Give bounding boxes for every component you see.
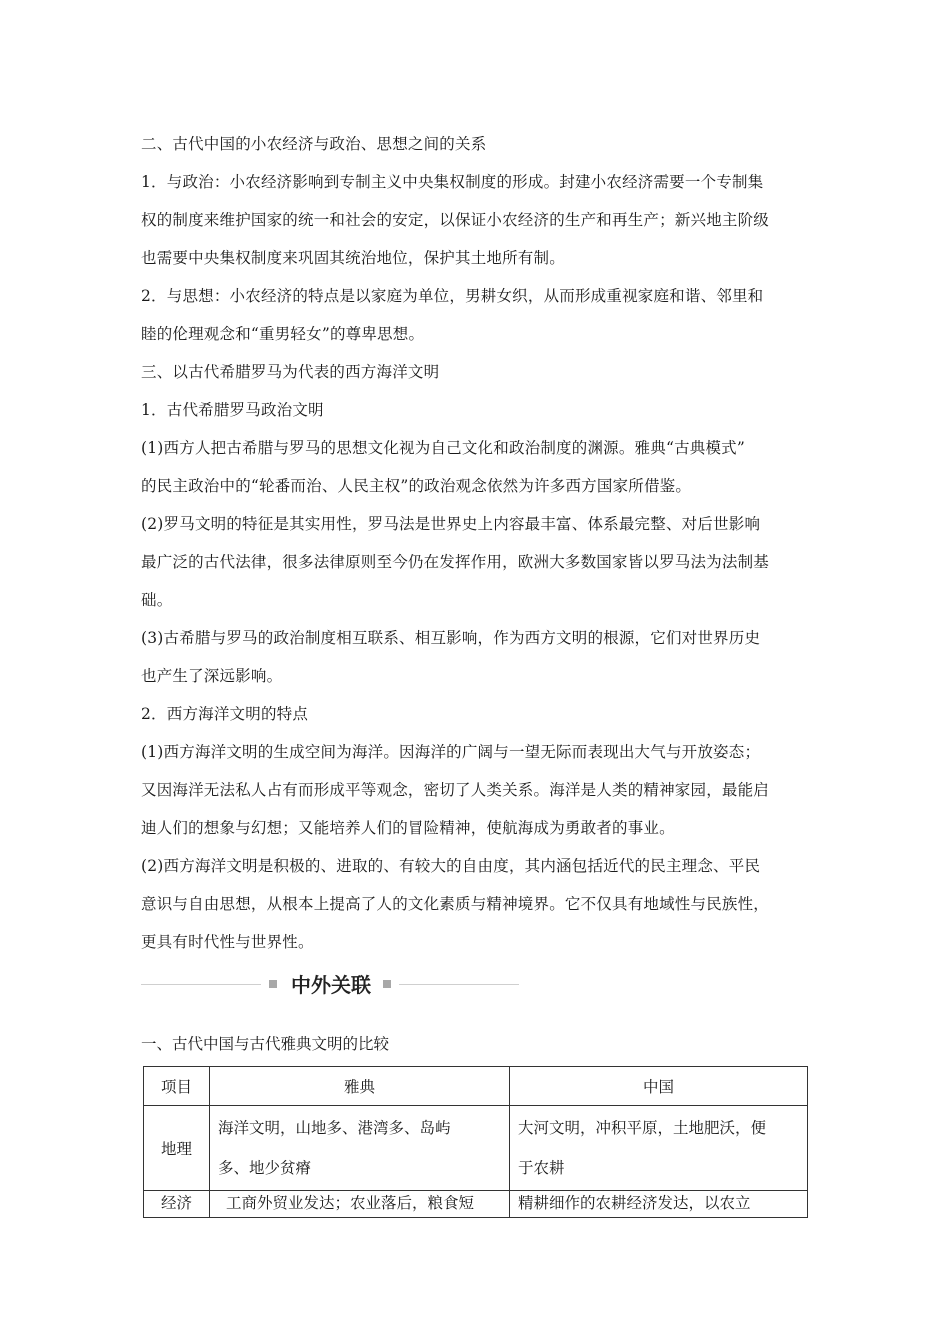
banner-right-square-icon — [383, 980, 391, 988]
cell-line: 海洋文明，山地多、港湾多、岛屿 — [218, 1119, 451, 1137]
paragraph-line: 迪人们的想象与幻想；又能培养人们的冒险精神，使航海成为勇敢者的事业。 — [141, 819, 675, 837]
cell-china-geography — [510, 1106, 808, 1191]
section-banner — [141, 969, 521, 1001]
paragraph-line: 更具有时代性与世界性。 — [141, 933, 314, 951]
table-row-geography — [144, 1106, 808, 1191]
paragraph-line: 也需要中央集权制度来巩固其统治地位，保护其土地所有制。 — [141, 249, 565, 267]
row-label-geography: 地理 — [144, 1106, 210, 1191]
document-body — [141, 125, 813, 961]
banner-title: 中外关联 — [291, 973, 371, 997]
paragraph-line: (1)西方人把古希腊与罗马的思想文化视为自己文化和政治制度的渊源。雅典“古典模式” — [141, 439, 746, 457]
paragraph-line: 也产生了深远影响。 — [141, 667, 283, 685]
paragraph-line: 又因海洋无法私人占有而形成平等观念，密切了人类关系。海洋是人类的精神家园，最能启 — [141, 781, 770, 799]
paragraph-line: 最广泛的古代法律，很多法律原则至今仍在发挥作用，欧洲大多数国家皆以罗马法为法制基 — [141, 553, 770, 571]
cell-china-economy: 精耕细作的农耕经济发达，以农立 — [510, 1191, 808, 1218]
subheading: 1．古代希腊罗马政治文明 — [141, 401, 324, 419]
paragraph-line: 2．与思想：小农经济的特点是以家庭为单位，男耕女织，从而形成重视家庭和谐、邻里和 — [141, 287, 764, 305]
paragraph-line: 睦的伦理观念和“重男轻女”的尊卑思想。 — [141, 325, 425, 343]
paragraph-line: 础。 — [141, 591, 173, 609]
paragraph-line: 1．与政治：小农经济影响到专制主义中央集权制度的形成。封建小农经济需要一个专制集 — [141, 173, 764, 191]
paragraph-line: 权的制度来维护国家的统一和社会的安定，以保证小农经济的生产和再生产；新兴地主阶级 — [141, 211, 770, 229]
comparison-table — [143, 1066, 808, 1218]
table-header-row — [144, 1067, 808, 1106]
table-row-economy — [144, 1191, 808, 1218]
row-label-economy: 经济 — [144, 1191, 210, 1218]
paragraph-line: (3)古希腊与罗马的政治制度相互联系、相互影响，作为西方文明的根源，它们对世界历史 — [141, 629, 761, 647]
cell-athens-economy: 工商外贸业发达；农业落后，粮食短 — [210, 1191, 510, 1218]
cell-line: 大河文明，冲积平原，土地肥沃，便 — [518, 1119, 767, 1137]
header-cell-china: 中国 — [510, 1067, 808, 1106]
paragraph-line: 意识与自由思想，从根本上提高了人的文化素质与精神境界。它不仅具有地域性与民族性， — [141, 895, 770, 913]
cell-line: 多、地少贫瘠 — [218, 1159, 312, 1177]
cell-athens-geography — [210, 1106, 510, 1191]
header-cell-athens: 雅典 — [210, 1067, 510, 1106]
subheading: 2．西方海洋文明的特点 — [141, 705, 309, 723]
banner-right-rule — [399, 984, 519, 985]
paragraph-line: (1)西方海洋文明的生成空间为海洋。因海洋的广阔与一望无际而表现出大气与开放姿态； — [141, 743, 761, 761]
paragraph-line: (2)罗马文明的特征是其实用性，罗马法是世界史上内容最丰富、体系最完整、对后世影响 — [141, 515, 761, 533]
paragraph-line: (2)西方海洋文明是积极的、进取的、有较大的自由度，其内涵包括近代的民主理念、平民 — [141, 857, 761, 875]
heading-section-3: 三、以古代希腊罗马为代表的西方海洋文明 — [141, 363, 440, 381]
banner-left-square-icon — [269, 980, 277, 988]
banner-left-rule — [141, 984, 261, 985]
heading-section-2: 二、古代中国的小农经济与政治、思想之间的关系 — [141, 135, 487, 153]
cell-line: 于农耕 — [518, 1159, 565, 1177]
paragraph-line: 的民主政治中的“轮番而治、人民主权”的政治观念依然为许多西方国家所借鉴。 — [141, 477, 692, 495]
header-cell-item: 项目 — [144, 1067, 210, 1106]
comparison-title: 一、古代中国与古代雅典文明的比较 — [141, 1035, 390, 1053]
